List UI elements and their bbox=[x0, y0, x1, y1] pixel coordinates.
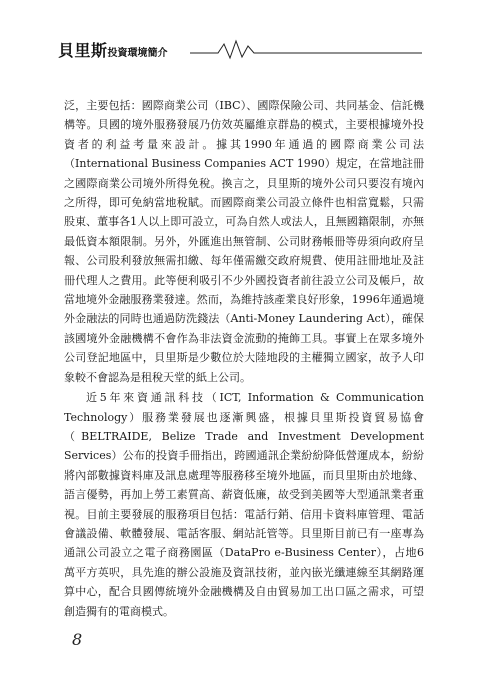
header-title-main: 貝里斯 bbox=[58, 41, 108, 60]
paragraph-ict-services: 近5年來資通訊科技（ICT, Information & Communication Technology）服務業發展也逐漸興盛，根據貝里斯投資貿易協會（BELTRAIDE, Belize Trade and Investment Development Services）公布的投資手冊指出，跨國通訊企業紛紛降低營運成本，紛紛將內部數據資料庫及訊息處理等服務移至境外地區，而貝里斯由於地緣、語言優勢，再加上勞工素質高、薪資低廉，故受到美國等大型通訊業者重視。目前主要發展的服務項目包括：電話行銷、信用卡資料庫管理、電話會議設備、軟體發展、電話客服、網站託管等。貝里斯目前已有一座專為通訊公司設立之電子商務園區（DataPro e-Business Center），占地6萬平方英呎，具先進的辦公設施及資訊技術，並內嵌光纖連線至其網路運算中心，配合貝國傳統境外金融機構及自由貿易加工出口區之需求，可望創造獨有的電商模式。 bbox=[64, 391, 424, 618]
body-text bbox=[64, 96, 424, 621]
paragraph-offshore-services: 泛，主要包括：國際商業公司（IBC）、國際保險公司、共同基金、信託機構等。貝國的境外服務發展乃仿效英屬維京群島的模式，主要根據境外投資者的利益考量來設計。據其1990年通過的國際商業公司法（International Business Companies ACT 1990）規定，在當地註冊之國際商業公司境外所得免稅。換言之，貝里斯的境外公司只要沒有境內之所得，即可免納當地稅賦。而國際商業公司設立條件也相當寬鬆，只需股東、董事各1人以上即可設立，可為自然人或法人，且無國籍限制，亦無最低資本額限制。另外，外匯進出無管制、公司財務帳冊等毋須向政府呈報、公司股利發放無需扣繳、每年僅需繳交政府規費、使用註冊地址及註冊代理人之費用。此等便利吸引不少外國投資者前往設立公司及帳戶，故當地境外金融服務業發達。然而，為維持該產業良好形象，1996年通過境外金融法的同時也通過防洗錢法（Anti-Money Laundering Act），確保該國境外金融機構不會作為非法資金流動的掩飾工具。事實上在眾多境外公司登記地區中，貝里斯是少數位於大陸地段的主權獨立國家，故予人印象較不會認為是租稅天堂的紙上公司。 bbox=[64, 99, 424, 384]
header-title bbox=[58, 38, 168, 61]
page-number: 8 bbox=[72, 630, 83, 649]
page-header bbox=[58, 36, 422, 62]
header-title-sub: 投資環境簡介 bbox=[107, 48, 168, 59]
